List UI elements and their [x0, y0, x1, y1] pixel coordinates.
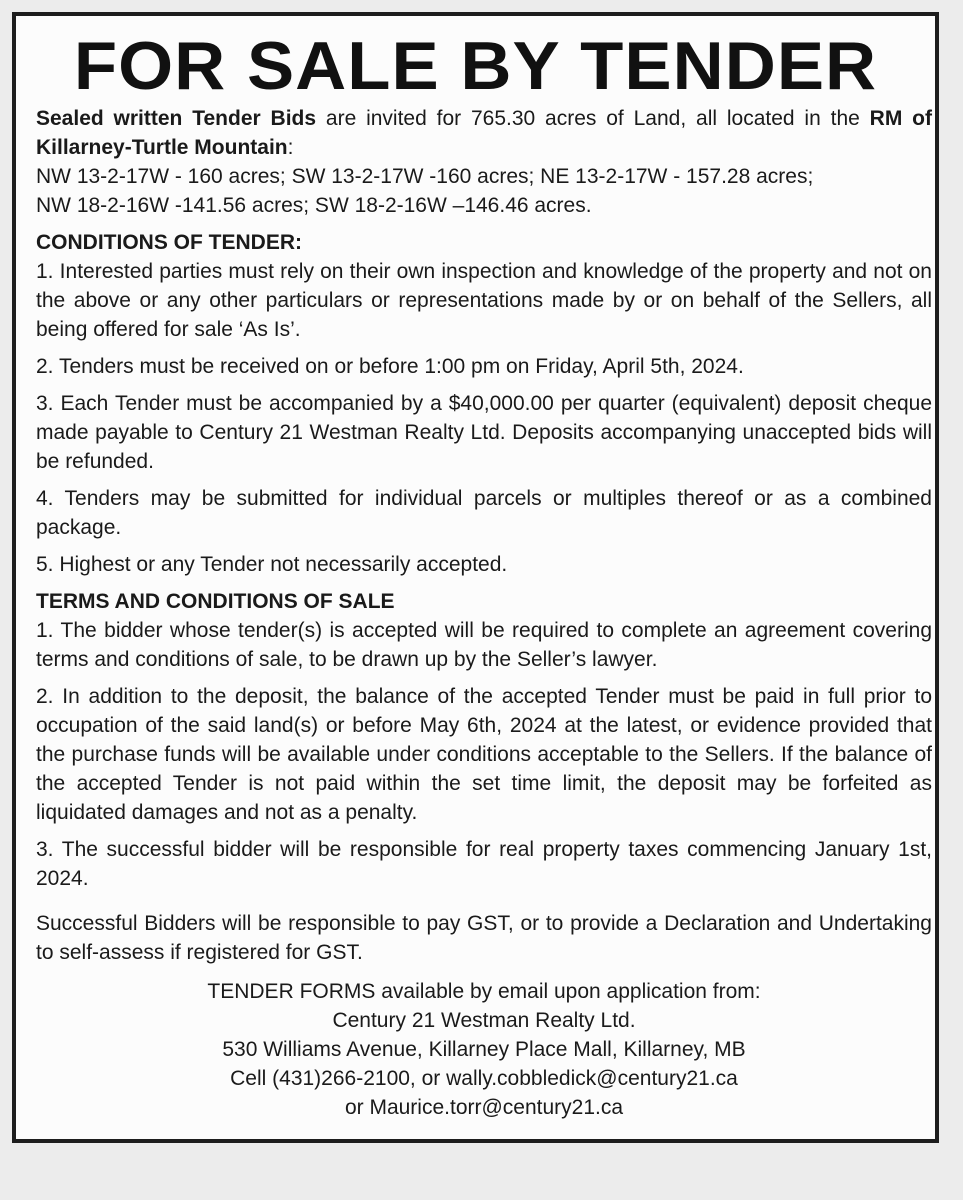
terms-heading: TERMS AND CONDITIONS OF SALE [36, 590, 395, 613]
terms-item-2: 2. In addition to the deposit, the balance of the accepted Tender must be paid in full prior to occupation of the said land(s) or before May 6th, 2024 at the latest, or evidence provided that the purchase funds will be available under conditions acceptable to the Sellers. If the balance of the accepted Tender is not paid within the set time limit, the deposit may be forfeited as liquidated damages and not as a penalty. [36, 685, 932, 824]
intro-text: are invited for 765.30 acres of Land, all located in the [316, 107, 870, 130]
contact-block [36, 977, 932, 1122]
condition-item-3: 3. Each Tender must be accompanied by a $40,000.00 per quarter (equivalent) deposit cheque made payable to Century 21 Westman Realty Ltd. Deposits accompanying unaccepted bids will be refunded. [36, 392, 932, 473]
contact-alt-email: or Maurice.torr@century21.ca [344, 1096, 624, 1119]
condition-item-5: 5. Highest or any Tender not necessarily accepted. [36, 553, 508, 576]
ad-body [36, 104, 932, 1122]
contact-address: 530 Williams Avenue, Killarney Place Mall, Killarney, MB [222, 1038, 746, 1061]
condition-item-2: 2. Tenders must be received on or before 1:00 pm on Friday, April 5th, 2024. [36, 355, 744, 378]
terms-item-1: 1. The bidder whose tender(s) is accepted will be required to complete an agreement covering terms and conditions of sale, to be drawn up by the Seller’s lawyer. [36, 619, 932, 671]
condition-item-4: 4. Tenders may be submitted for individual parcels or multiples thereof or as a combined package. [36, 487, 932, 539]
ad-title: FOR SALE BY TENDER [73, 28, 878, 104]
contact-line-forms: TENDER FORMS available by email upon application from: [207, 980, 761, 1003]
intro-rm-name: RM of Killarney-Turtle Mountain [36, 107, 932, 159]
intro-paragraph [36, 104, 932, 220]
parcels-line-2: NW 18-2-16W -141.56 acres; SW 18-2-16W –146.46 acres. [36, 194, 592, 217]
gst-note: Successful Bidders will be responsible to pay GST, or to provide a Declaration and Undertaking to self-assess if registered for GST. [36, 912, 932, 964]
parcels-line-1: NW 13-2-17W - 160 acres; SW 13-2-17W -160 acres; NE 13-2-17W - 157.28 acres; [36, 165, 814, 188]
intro-colon: : [287, 136, 294, 159]
tender-advertisement [12, 12, 939, 1143]
contact-phone-email: Cell (431)266-2100, or wally.cobbledick@century21.ca [230, 1067, 738, 1090]
condition-item-1: 1. Interested parties must rely on their own inspection and knowledge of the property and not on the above or any other particulars or representations made by or on behalf of the Sellers, all being offered for sale ‘As Is’. [36, 260, 932, 341]
terms-item-3: 3. The successful bidder will be responsible for real property taxes commencing January 1st, 2024. [36, 838, 932, 890]
intro-bold-lead: Sealed written Tender Bids [36, 107, 317, 130]
conditions-heading: CONDITIONS OF TENDER: [36, 231, 302, 254]
contact-company: Century 21 Westman Realty Ltd. [332, 1009, 636, 1032]
